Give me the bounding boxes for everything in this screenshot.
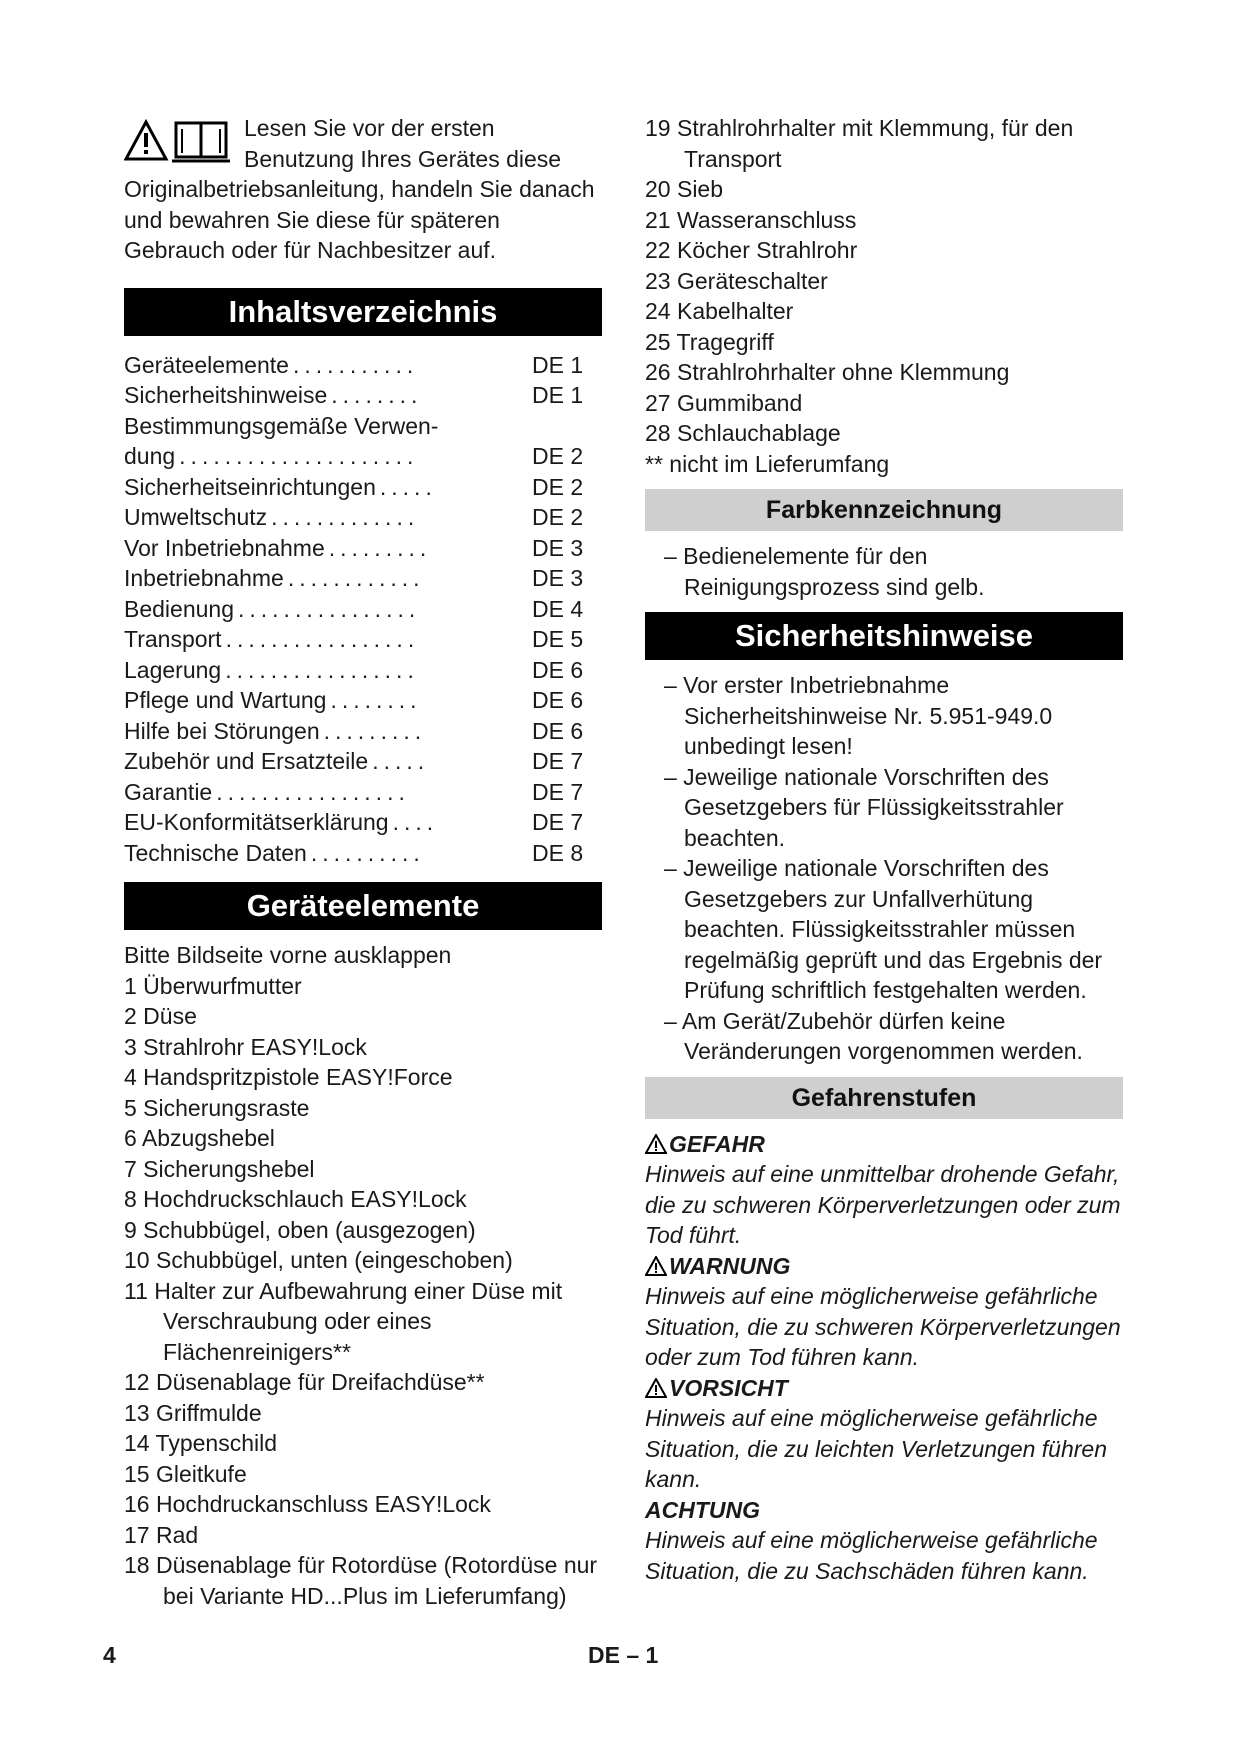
- list-item: 15 Gleitkufe: [124, 1460, 247, 1487]
- list-item: 10 Schubbügel, unten (eingeschoben): [124, 1247, 513, 1273]
- list-item: – Bedienelemente für den Reinigungsprozess sind gelb.: [664, 543, 985, 600]
- list-item: 21 Wasseranschluss: [645, 206, 857, 233]
- list-item: 7 Sicherungshebel: [124, 1155, 315, 1182]
- safety-heading: Sicherheitshinweise: [645, 612, 1123, 660]
- toc-entry-wrapped[interactable]: Bestimmungsgemäße Verwen- dung ..................... DE 2: [124, 412, 584, 469]
- hazard-gefahr: [645, 1129, 1123, 1251]
- hazard-text: Hinweis auf eine möglicherweise gefährliche Situation, die zu schweren Körperverletzungen oder zum Tod führen kann.: [645, 1283, 1121, 1370]
- toc-entry[interactable]: EU-Konformitätserklärung .... DE 7: [124, 809, 584, 835]
- intro-notice: [124, 113, 602, 266]
- elements-list-right: [645, 113, 1123, 449]
- elements-intro: Bitte Bildseite vorne ausklappen: [124, 942, 452, 968]
- left-column: [124, 113, 602, 1611]
- elements-note: ** nicht im Lieferumfang: [645, 450, 890, 477]
- list-item: 13 Griffmulde: [124, 1399, 262, 1426]
- toc-entry[interactable]: Bedienung ................ DE 4: [124, 595, 584, 622]
- list-item: – Am Gerät/Zubehör dürfen keine Veränderungen vorgenommen werden.: [664, 1007, 1083, 1064]
- color-coding-list: [645, 541, 1123, 602]
- toc-entry[interactable]: Vor Inbetriebnahme ......... DE 3: [124, 534, 584, 561]
- hazard-text: Hinweis auf eine möglicherweise gefährliche Situation, die zu leichten Verletzungen führen kann.: [645, 1405, 1108, 1492]
- warning-triangle-icon: [645, 1134, 667, 1154]
- hazard-warnung: [645, 1251, 1123, 1373]
- list-item: 18 Düsenablage für Rotordüse (Rotordüse nur bei Variante HD...Plus im Lieferumfang): [124, 1552, 598, 1609]
- list-item: 27 Gummiband: [645, 389, 803, 416]
- intro-text: Lesen Sie vor der ersten Benutzung Ihres Gerätes diese Originalbetriebsanleitung, handeln Sie danach und bewahren Sie diese für späteren Gebrauch oder für Nachbesitzer auf.: [124, 115, 595, 263]
- list-item: 3 Strahlrohr EASY!Lock: [124, 1033, 367, 1060]
- list-item: 9 Schubbügel, oben (ausgezogen): [124, 1216, 476, 1243]
- list-item: 17 Rad: [124, 1521, 199, 1548]
- list-item: 24 Kabelhalter: [645, 298, 794, 324]
- warning-manual-icon: [124, 119, 234, 163]
- toc-entry[interactable]: Technische Daten .......... DE 8: [124, 839, 584, 866]
- toc-heading: Inhaltsverzeichnis: [124, 288, 602, 336]
- list-item: 4 Handspritzpistole EASY!Force: [124, 1064, 453, 1090]
- hazard-achtung: [645, 1495, 1123, 1587]
- hazard-title: WARNUNG: [669, 1252, 791, 1279]
- hazard-vorsicht: [645, 1373, 1123, 1495]
- elements-heading: Geräteelemente: [124, 882, 602, 930]
- list-item: – Vor erster Inbetriebnahme Sicherheitshinweise Nr. 5.951-949.0 unbedingt lesen!: [664, 672, 1053, 759]
- list-item: 22 Köcher Strahlrohr: [645, 237, 858, 263]
- table-of-contents: [124, 350, 602, 869]
- toc-entry[interactable]: Transport ................. DE 5: [124, 626, 584, 652]
- hazard-levels-heading: Gefahrenstufen: [645, 1077, 1123, 1119]
- hazard-title: VORSICHT: [669, 1374, 788, 1401]
- list-item: 5 Sicherungsraste: [124, 1094, 310, 1121]
- list-item: 28 Schlauchablage: [645, 420, 841, 446]
- toc-entry[interactable]: Sicherheitseinrichtungen ..... DE 2: [124, 473, 584, 500]
- toc-entry[interactable]: Inbetriebnahme ............ DE 3: [124, 565, 584, 591]
- list-item: 23 Geräteschalter: [645, 267, 828, 294]
- list-item: 16 Hochdruckanschluss EASY!Lock: [124, 1491, 491, 1517]
- list-item: – Jeweilige nationale Vorschriften des Gesetzgebers für Flüssigkeitsstrahler beachten.: [664, 763, 1064, 851]
- list-item: 11 Halter zur Aufbewahrung einer Düse mit Verschraubung oder eines Flächenreinigers**: [124, 1277, 563, 1365]
- color-coding-heading: Farbkennzeichnung: [645, 489, 1123, 531]
- toc-entry[interactable]: Pflege und Wartung ........ DE 6: [124, 687, 584, 713]
- toc-entry[interactable]: Geräteelemente ........... DE 1: [124, 351, 584, 378]
- hazard-title: ACHTUNG: [645, 1496, 760, 1523]
- hazard-text: Hinweis auf eine möglicherweise gefährliche Situation, die zu Sachschäden führen kann.: [645, 1527, 1098, 1584]
- list-item: 1 Überwurfmutter: [124, 972, 302, 999]
- list-item: 26 Strahlrohrhalter ohne Klemmung: [645, 359, 1010, 385]
- right-column: [645, 113, 1123, 1586]
- list-item: 8 Hochdruckschlauch EASY!Lock: [124, 1186, 467, 1212]
- toc-entry[interactable]: Sicherheitshinweise ........ DE 1: [124, 382, 584, 408]
- toc-entry[interactable]: Hilfe bei Störungen ......... DE 6: [124, 717, 584, 744]
- toc-entry[interactable]: Garantie ................. DE 7: [124, 778, 584, 805]
- hazard-text: Hinweis auf eine unmittelbar drohende Gefahr, die zu schweren Körperverletzungen oder zum Tod führt.: [645, 1161, 1121, 1248]
- page-number: 4: [103, 1642, 116, 1668]
- list-item: 12 Düsenablage für Dreifachdüse**: [124, 1369, 485, 1395]
- list-item: 25 Tragegriff: [645, 328, 774, 355]
- list-item: 20 Sieb: [645, 176, 724, 202]
- list-item: 19 Strahlrohrhalter mit Klemmung, für den Transport: [645, 115, 1074, 172]
- toc-entry[interactable]: Lagerung ................. DE 6: [124, 656, 584, 683]
- elements-list-left: [124, 971, 602, 1612]
- warning-triangle-icon: [645, 1256, 667, 1276]
- hazard-title: GEFAHR: [669, 1130, 765, 1157]
- list-item: – Jeweilige nationale Vorschriften des Gesetzgebers zur Unfallverhütung beachten. Flüssigkeitsstrahler müssen regelmäßig geprüft und das Ergebnis der Prüfung schriftlich festgehalten werden.: [664, 855, 1103, 1003]
- list-item: 6 Abzugshebel: [124, 1125, 275, 1151]
- warning-triangle-icon: [645, 1378, 667, 1398]
- section-page-label: DE – 1: [588, 1642, 659, 1668]
- safety-list: [645, 670, 1123, 1067]
- toc-entry[interactable]: Umweltschutz ............. DE 2: [124, 504, 584, 530]
- toc-entry[interactable]: Zubehör und Ersatzteile ..... DE 7: [124, 748, 584, 774]
- list-item: 2 Düse: [124, 1003, 197, 1029]
- list-item: 14 Typenschild: [124, 1430, 278, 1456]
